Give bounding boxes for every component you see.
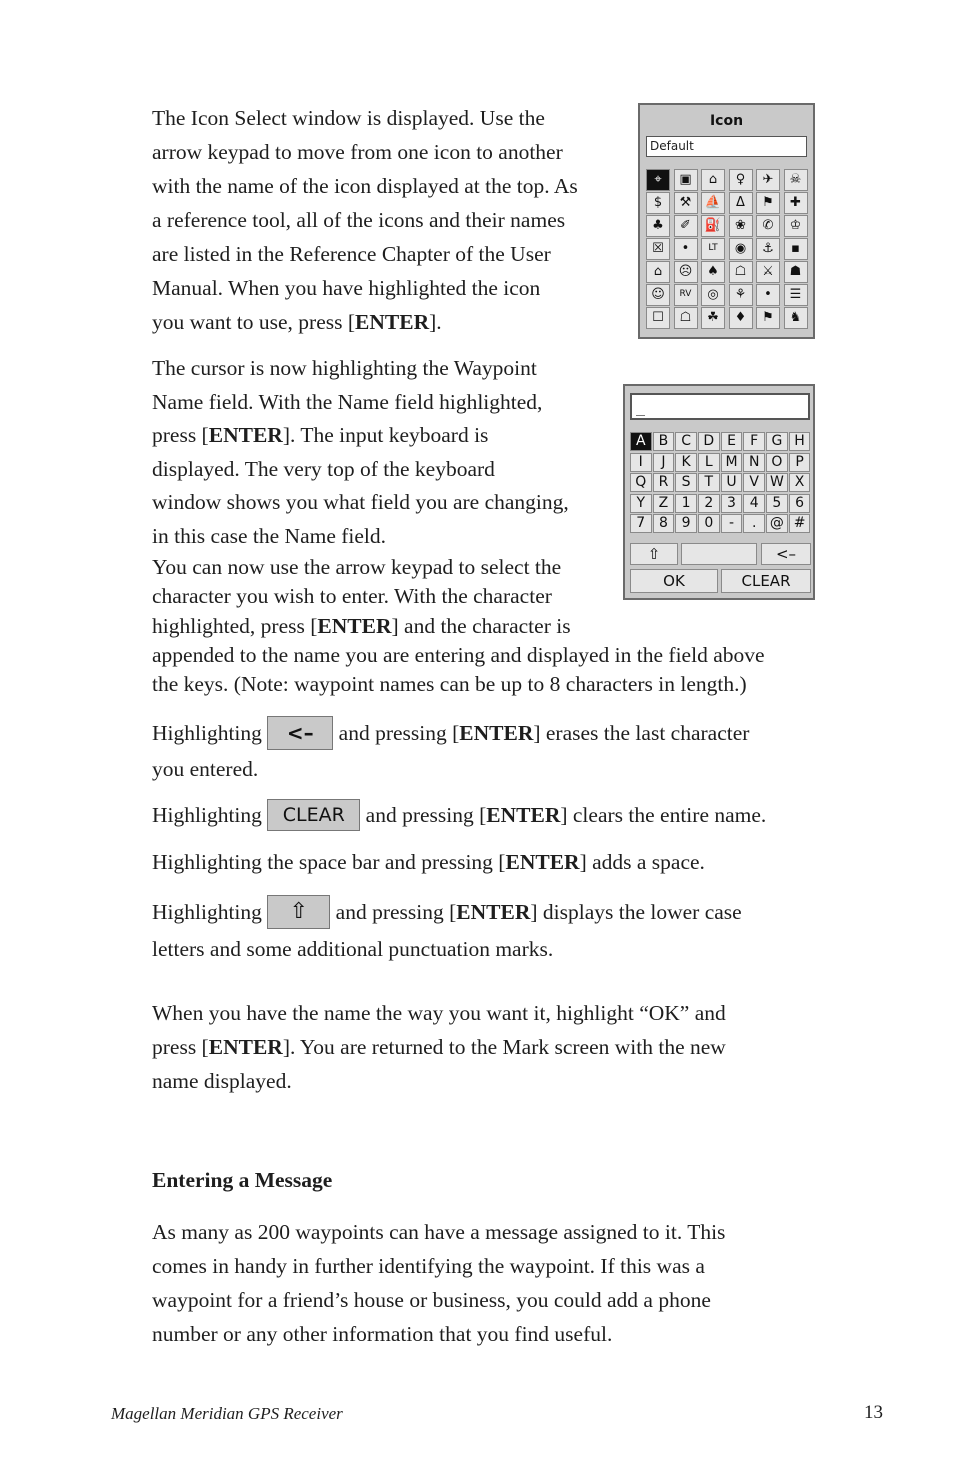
enter-key-ref: ENTER <box>355 310 430 334</box>
icon-option[interactable]: ☗ <box>784 261 808 283</box>
keyboard-key[interactable]: Q <box>630 473 652 492</box>
icon-option[interactable]: ☖ <box>729 261 753 283</box>
clear-button[interactable]: CLEAR <box>721 569 811 593</box>
icon-option[interactable]: ☖ <box>674 307 698 329</box>
icon-option[interactable]: ▪ <box>784 238 808 260</box>
backspace-key-image: <– <box>267 716 333 750</box>
icon-option[interactable]: $ <box>646 192 670 214</box>
enter-key-ref: ENTER <box>317 613 392 638</box>
keyboard-key[interactable]: 1 <box>675 494 697 513</box>
icon-option[interactable]: ⚔ <box>756 261 780 283</box>
icon-option[interactable]: ✚ <box>784 192 808 214</box>
icon-option[interactable]: ☒ <box>646 238 670 260</box>
paragraph-message: As many as 200 waypoints can have a message assigned to it. This comes in handy in further identifying the waypoint. If this was a waypoint for a friend’s house or business, you could add a phone number or any other information that you find useful. <box>152 1220 726 1346</box>
icon-option[interactable]: ♞ <box>784 307 808 329</box>
keyboard-key[interactable]: X <box>789 473 811 492</box>
icon-option[interactable]: • <box>756 284 780 306</box>
backspace-key[interactable]: <– <box>761 543 811 565</box>
keyboard-key[interactable]: 8 <box>653 514 675 533</box>
icon-window-title: Icon <box>709 113 744 129</box>
keyboard-key[interactable]: A <box>630 432 652 451</box>
keyboard-key[interactable]: 0 <box>698 514 720 533</box>
icon-option[interactable]: ♀ <box>729 169 753 191</box>
page-number: 13 <box>864 1402 883 1423</box>
icon-option[interactable]: ♣ <box>646 215 670 237</box>
keyboard-key[interactable]: - <box>721 514 743 533</box>
icon-option[interactable]: ⚑ <box>756 192 780 214</box>
keyboard-key[interactable]: 7 <box>630 514 652 533</box>
icon-option[interactable]: ⚘ <box>729 284 753 306</box>
icon-option[interactable]: ❀ <box>729 215 753 237</box>
icon-option[interactable]: LT <box>701 238 725 260</box>
icon-option[interactable]: Δ <box>729 192 753 214</box>
keyboard-key[interactable]: 9 <box>675 514 697 533</box>
icon-option[interactable]: ⛵ <box>701 192 725 214</box>
icon-option[interactable]: ⌖ <box>646 169 670 191</box>
clear-key-image: CLEAR <box>267 799 360 831</box>
keyboard-key[interactable]: 2 <box>698 494 720 513</box>
keyboard-key[interactable]: B <box>653 432 675 451</box>
keyboard-key[interactable]: O <box>766 453 788 472</box>
icon-option[interactable]: ✆ <box>756 215 780 237</box>
keyboard-key[interactable]: K <box>675 453 697 472</box>
keyboard-key[interactable]: C <box>675 432 697 451</box>
icon-option[interactable]: ♔ <box>784 215 808 237</box>
ok-button[interactable]: OK <box>630 569 718 593</box>
paragraph-backspace: Highlighting <– and pressing [ENTER] erases the last character you entered. <box>152 716 822 786</box>
keyboard-key[interactable]: M <box>721 453 743 472</box>
icon-option[interactable]: ⛽ <box>701 215 725 237</box>
icon-option[interactable]: ☰ <box>784 284 808 306</box>
icon-option[interactable]: ▣ <box>674 169 698 191</box>
keyboard-key[interactable]: 3 <box>721 494 743 513</box>
icon-option[interactable]: ☺ <box>646 284 670 306</box>
icon-option[interactable]: ☘ <box>701 307 725 329</box>
icon-option[interactable]: ⚓ <box>756 238 780 260</box>
keyboard-key[interactable]: U <box>721 473 743 492</box>
keyboard-key[interactable]: W <box>766 473 788 492</box>
icon-name-field[interactable]: Default <box>646 136 807 157</box>
icon-option[interactable]: ♠ <box>701 261 725 283</box>
icon-option[interactable]: ☐ <box>646 307 670 329</box>
icon-option[interactable]: ⌂ <box>646 261 670 283</box>
keyboard-key[interactable]: 4 <box>743 494 765 513</box>
icon-select-window <box>638 103 815 339</box>
paragraph-arrow-keypad: You can now use the arrow keypad to select the character you wish to enter. With the character highlighted, press [ENTER] and the character is appended to the name you are entering and displayed in the field above the keys. (Note: waypoint names can be up to 8 characters in length.) <box>152 555 765 697</box>
icon-option[interactable]: ◉ <box>729 238 753 260</box>
keyboard-key[interactable]: 6 <box>789 494 811 513</box>
icon-option[interactable]: ⚒ <box>674 192 698 214</box>
icon-option[interactable]: ⌂ <box>701 169 725 191</box>
keyboard-key[interactable]: # <box>789 514 811 533</box>
name-input-field[interactable]: _ <box>630 393 810 420</box>
keyboard-key[interactable]: T <box>698 473 720 492</box>
icon-option[interactable]: ⚑ <box>756 307 780 329</box>
keyboard-key[interactable]: V <box>743 473 765 492</box>
paragraph-shift: Highlighting ⇧ and pressing [ENTER] displays the lower case letters and some additional punctuation marks. <box>152 894 822 967</box>
icon-option[interactable]: ✐ <box>674 215 698 237</box>
enter-key-ref: ENTER <box>208 423 283 447</box>
keyboard-key[interactable]: G <box>766 432 788 451</box>
keyboard-key[interactable]: @ <box>766 514 788 533</box>
icon-option[interactable]: ◎ <box>701 284 725 306</box>
keyboard-key[interactable]: E <box>721 432 743 451</box>
keyboard-key[interactable]: H <box>789 432 811 451</box>
footer-title: Magellan Meridian GPS Receiver <box>111 1404 343 1423</box>
keyboard-key[interactable]: L <box>698 453 720 472</box>
paragraph-clear: Highlighting CLEAR and pressing [ENTER] clears the entire name. <box>152 798 822 833</box>
section-heading: Entering a Message <box>152 1168 333 1192</box>
keyboard-key[interactable]: R <box>653 473 675 492</box>
icon-grid <box>646 169 810 333</box>
keyboard-key[interactable]: F <box>743 432 765 451</box>
icon-option[interactable]: RV <box>674 284 698 306</box>
paragraph-icon-select: The Icon Select window is displayed. Use the arrow keypad to move from one icon to another with the name of the icon displayed at the top. As a reference tool, all of the icons and their names are listed in the Reference Chapter of the User Manual. When you have highlighted the icon you want to use, press [ENTER]. <box>152 106 578 334</box>
icon-option[interactable]: ♦ <box>729 307 753 329</box>
icon-option[interactable]: ☠ <box>784 169 808 191</box>
keyboard-key[interactable]: 5 <box>766 494 788 513</box>
keyboard-key[interactable]: Z <box>653 494 675 513</box>
icon-option[interactable]: ✈ <box>756 169 780 191</box>
paragraph-space: Highlighting the space bar and pressing [ENTER] adds a space. <box>152 850 705 874</box>
icon-option[interactable]: • <box>674 238 698 260</box>
keyboard-key[interactable]: I <box>630 453 652 472</box>
shift-key-image: ⇧ <box>267 895 330 929</box>
keyboard-key[interactable]: N <box>743 453 765 472</box>
keyboard-key[interactable]: Y <box>630 494 652 513</box>
keyboard-key[interactable]: J <box>653 453 675 472</box>
shift-key[interactable]: ⇧ <box>630 543 678 565</box>
keyboard-key[interactable]: P <box>789 453 811 472</box>
icon-option[interactable]: ☹ <box>674 261 698 283</box>
keyboard-key[interactable]: S <box>675 473 697 492</box>
paragraph-ok: When you have the name the way you want it, highlight “OK” and press [ENTER]. You are returned to the Mark screen with the new name displayed. <box>152 1001 726 1093</box>
keyboard-grid <box>630 432 812 533</box>
paragraph-cursor: The cursor is now highlighting the Waypoint Name field. With the Name field highlighted, press [ENTER]. The input keyboard is displayed. The very top of the keyboard window shows you what field you are changing, in this case the Name field. <box>152 356 569 548</box>
keyboard-key[interactable]: . <box>743 514 765 533</box>
keyboard-key[interactable]: D <box>698 432 720 451</box>
